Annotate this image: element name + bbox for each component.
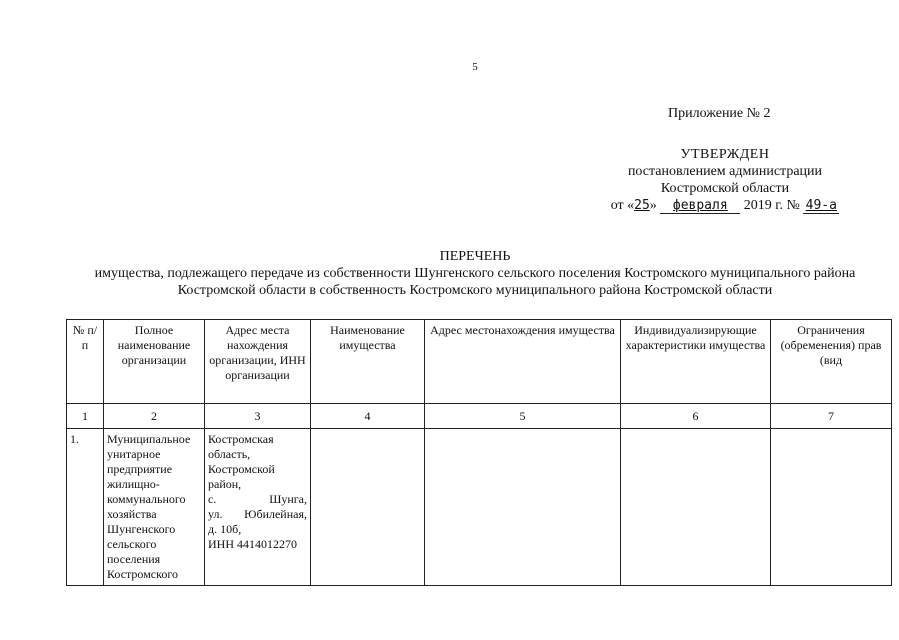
property-restrictions <box>771 429 892 586</box>
address-line: ИНН 4414012270 <box>208 537 297 551</box>
column-number: 6 <box>621 404 771 429</box>
column-number: 3 <box>205 404 311 429</box>
date-day: 25 <box>634 198 650 213</box>
address-line: Костромская <box>208 432 274 446</box>
approval-heading: УТВЕРЖДЕН <box>680 147 770 162</box>
column-number-row <box>67 404 892 429</box>
organization-address <box>205 429 311 586</box>
address-line: д. 10б, <box>208 522 242 536</box>
appendix-label: Приложение № 2 <box>668 106 771 121</box>
column-number: 7 <box>771 404 892 429</box>
column-number: 5 <box>425 404 621 429</box>
header-property-name: Наименование имущества <box>311 320 425 404</box>
header-property-address: Адрес местонахождения имущества <box>425 320 621 404</box>
address-line: район, <box>208 477 242 491</box>
address-line: с. Шунга, <box>208 492 307 506</box>
decree-number: 49-а <box>803 198 839 214</box>
property-characteristics <box>621 429 771 586</box>
address-line: область, <box>208 447 251 461</box>
header-organization: Полное наименование организации <box>104 320 205 404</box>
header-characteristics: Индивидуализирующие характеристики имущества <box>621 320 771 404</box>
approval-block <box>600 146 850 197</box>
document-title: ПЕРЕЧЕНЬ <box>439 249 511 264</box>
column-number: 1 <box>67 404 104 429</box>
table-header-row <box>67 320 892 404</box>
property-name <box>311 429 425 586</box>
row-number: 1. <box>67 429 104 586</box>
approval-date-line <box>600 198 850 214</box>
document-subtitle: имущества, подлежащего передаче из собственности Шунгенского сельского поселения Костромского муниципального района Костромской области в собственность Костромского муниципального района Костромской области <box>94 266 856 298</box>
header-restrictions: Ограничения (обременения) прав (вид <box>771 320 892 404</box>
header-org-address: Адрес места нахождения организации, ИНН организации <box>205 320 311 404</box>
date-mid: » <box>649 198 657 213</box>
column-number: 4 <box>311 404 425 429</box>
page-number: 5 <box>472 61 478 73</box>
organization-name: Муниципальное унитарное предприятие жилищно-коммунального хозяйства Шунгенского сельского поселения Костромского <box>104 429 205 586</box>
date-year: 2019 г. № <box>743 198 800 213</box>
address-line: Костромской <box>208 462 275 476</box>
approval-line-1: постановлением администрации <box>627 164 823 179</box>
column-number: 2 <box>104 404 205 429</box>
property-address <box>425 429 621 586</box>
property-table <box>66 319 892 586</box>
address-line: ул. Юбилейная, <box>208 507 307 521</box>
header-number: № п/п <box>67 320 104 404</box>
date-prefix: от « <box>610 198 635 213</box>
date-month: февраля <box>660 198 740 214</box>
table-row <box>67 429 892 586</box>
approval-line-2: Костромской области <box>660 181 790 196</box>
